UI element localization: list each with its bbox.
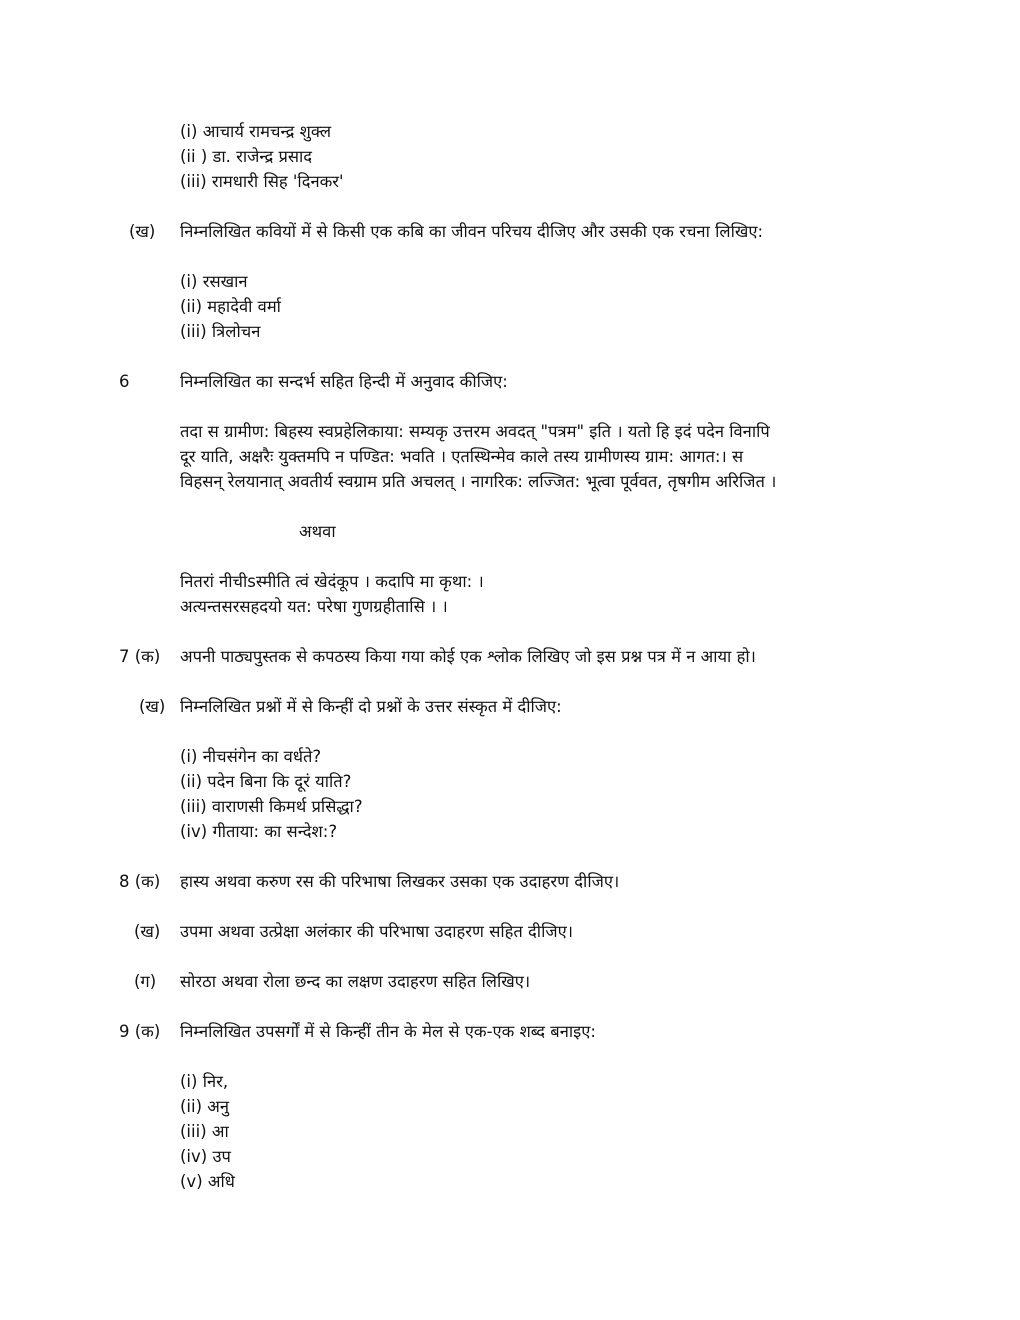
q7b-option-1: (i) नीचसंगेन का वर्धते? [180,747,322,766]
q9a-question: निम्नलिखित उपसर्गों में से किन्हीं तीन के मेल से एक-एक शब्द बनाइए: [180,1022,596,1041]
q7a-question: अपनी पाठ्यपुस्तक से कपठस्य किया गया कोई एक श्लोक लिखिए जो इस प्रश्न पत्र में न आया हो। [180,647,756,666]
q5a-option-1: (i) आचार्य रामचन्द्र शुक्ल [180,122,332,141]
q9a-option-5: (v) अधि [180,1172,235,1191]
q9a-option-3: (iii) आ [180,1122,229,1141]
q6-verse-line-2: अत्यन्तसरसहदयो यत: परेषा गुणग्रहीतासि । । [180,597,448,616]
q9a-label: 9 (क) [119,1022,161,1041]
q8c-label: (ग) [134,972,157,991]
q8b-question: उपमा अथवा उत्प्रेक्षा अलंकार की परिभाषा उदाहरण सहित दीजिए। [180,922,573,941]
q7b-option-3: (iii) वाराणसी किमर्थ प्रसिद्धा? [180,797,363,816]
q6-passage-line-2: दूर याति, अक्षरैः युक्तमपि न पण्डित: भवति । एतस्थिन्मेव काले तस्य ग्रामीणस्य ग्राम: आगत:। स [180,447,744,466]
q6-verse-line-1: नितरां नीचीsस्मीति त्वं खेदंकूप । कदापि मा कृथा: । [180,572,484,591]
q8b-label: (ख) [134,922,161,941]
q5a-option-2: (ii ) डा. राजेन्द्र प्रसाद [180,147,313,166]
q7b-label: (ख) [139,697,166,716]
q5b-option-1: (i) रसखान [180,272,248,291]
q7a-label: 7 (क) [119,647,161,666]
q8a-label: 8 (क) [119,872,161,891]
q8c-question: सोरठा अथवा रोला छन्द का लक्षण उदाहरण सहित लिखिए। [180,972,531,991]
q5b-option-3: (iii) त्रिलोचन [180,322,261,341]
q5b-option-2: (ii) महादेवी वर्मा [180,297,281,316]
q9a-option-4: (iv) उप [180,1147,231,1166]
q6-or-label: अथवा [299,522,336,541]
q7b-option-4: (iv) गीताया: का सन्देश:? [180,822,338,841]
q5b-label: (ख) [129,222,156,241]
q9a-option-2: (ii) अनु [180,1097,230,1116]
q9a-option-1: (i) निर, [180,1072,229,1091]
q5b-question: निम्नलिखित कवियों में से किसी एक कबि का जीवन परिचय दीजिए और उसकी एक रचना लिखिए: [180,222,764,241]
q6-question: निम्नलिखित का सन्दर्भ सहित हिन्दी में अनुवाद कीजिए: [180,372,508,391]
q6-number: 6 [119,372,130,391]
q7b-question: निम्नलिखित प्रश्नों में से किन्हीं दो प्रश्नों के उत्तर संस्कृत में दीजिए: [180,697,562,716]
q5a-option-3: (iii) रामधारी सिह 'दिनकर' [180,172,344,191]
q6-passage-line-3: विहसन् रेलयानात् अवतीर्य स्वग्राम प्रति अचलत् । नागरिक: लज्जित: भूत्वा पूर्ववत, तृषगीम अरिजित । [180,472,777,491]
q8a-question: हास्य अथवा करुण रस की परिभाषा लिखकर उसका एक उदाहरण दीजिए। [180,872,620,891]
q7b-option-2: (ii) पदेन बिना कि दूरं याति? [180,772,352,791]
q6-passage-line-1: तदा स ग्रामीण: बिहस्य स्वप्रहेलिकाया: सम्यकृ उत्तरम अवदत् "पत्रम" इति । यतो हि इदं पदेन विनापि [180,422,770,441]
